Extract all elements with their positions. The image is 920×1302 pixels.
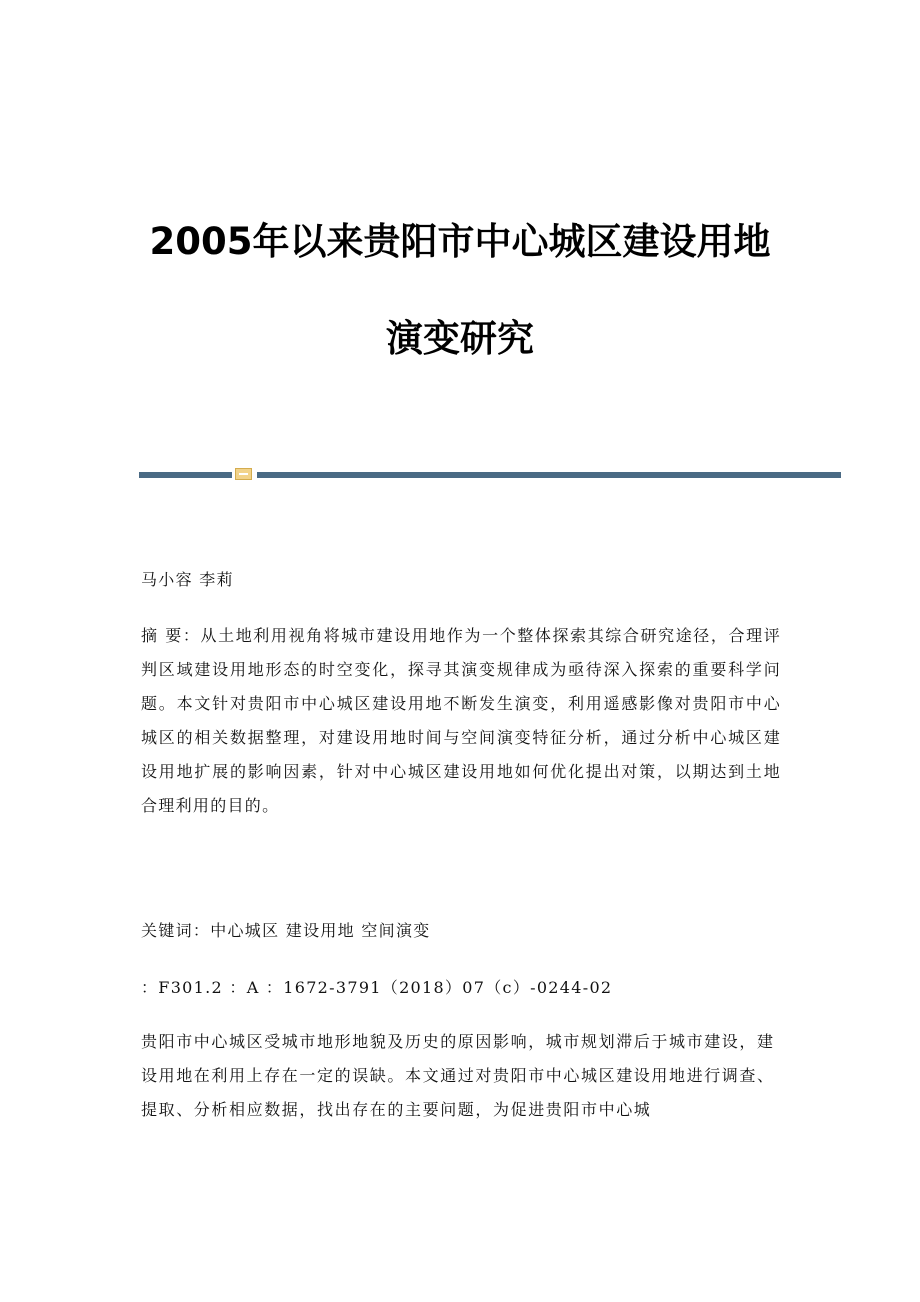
- ornament-icon: [235, 468, 252, 480]
- divider-bar-left: [139, 472, 232, 478]
- title-divider: [139, 467, 841, 481]
- classification-codes: ：F301.2 ：A ：1672-3791（2018）07（c）-0244-02: [141, 978, 613, 997]
- authors: 马小容 李莉: [141, 570, 234, 589]
- divider-bar-right: [257, 472, 841, 478]
- page-title-line-1: 2005年以来贵阳市中心城区建设用地: [149, 220, 771, 263]
- keywords: 关键词：中心城区 建设用地 空间演变: [141, 921, 431, 940]
- page-title-line-2: 演变研究: [386, 317, 534, 360]
- body-paragraph: 贵阳市中心城区受城市地形地貌及历史的原因影响，城市规划滞后于城市建设，建设用地在利用上存在一定的误缺。本文通过对贵阳市中心城区建设用地进行调查、提取、分析相应数据，找出存在的主要问题，为促进贵阳市中心城: [141, 1032, 775, 1119]
- abstract: 摘 要：从土地利用视角将城市建设用地作为一个整体探索其综合研究途径，合理评判区域建设用地形态的时空变化，探寻其演变规律成为亟待深入探索的重要科学问题。本文针对贵阳市中心城区建设用地不断发生演变，利用遥感影像对贵阳市中心城区的相关数据整理，对建设用地时间与空间演变特征分析，通过分析中心城区建设用地扩展的影响因素，针对中心城区建设用地如何优化提出对策，以期达到土地合理利用的目的。: [141, 626, 781, 815]
